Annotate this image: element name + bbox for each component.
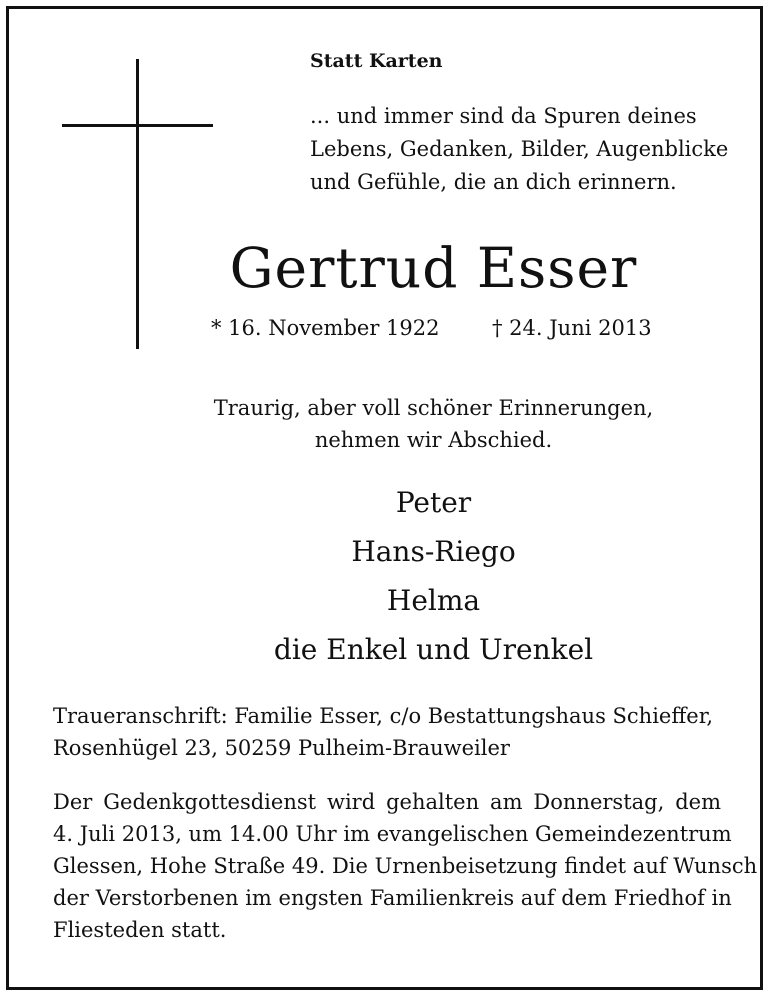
- mourner-name: die Enkel und Urenkel: [273, 633, 594, 666]
- cross-symbol-horizontal: [62, 124, 213, 127]
- service-line: Der Gedenkgottesdienst wird gehalten am Donnerstag, dem: [53, 790, 721, 814]
- mourners-list: [0, 478, 775, 674]
- service-line: Glessen, Hohe Straße 49. Die Urnenbeisetzung findet auf Wunsch: [53, 854, 758, 878]
- farewell-line: nehmen wir Abschied.: [314, 428, 553, 452]
- mourner-name: Helma: [386, 584, 481, 617]
- death-date: † 24. Juni 2013: [492, 316, 652, 340]
- mourning-address: [53, 700, 733, 764]
- farewell-line: Traurig, aber voll schöner Erinnerungen,: [213, 396, 654, 420]
- birth-date: * 16. November 1922: [211, 316, 440, 340]
- service-details: [53, 786, 758, 946]
- deceased-name: Gertrud Esser: [229, 236, 638, 300]
- mourner-name: Peter: [395, 486, 472, 519]
- address-line: Traueranschrift: Familie Esser, c/o Bestattungshaus Schieffer,: [53, 704, 714, 728]
- address-line: Rosenhügel 23, 50259 Pulheim-Brauweiler: [53, 736, 510, 760]
- quote: [310, 100, 750, 199]
- service-line: der Verstorbenen im engsten Familienkreis auf dem Friedhof in: [53, 886, 732, 910]
- farewell-text: [0, 392, 775, 456]
- pre-title: Statt Karten: [310, 50, 443, 72]
- service-line: 4. Juli 2013, um 14.00 Uhr im evangelischen Gemeindezentrum: [53, 822, 732, 846]
- quote-line: und Gefühle, die an dich erinnern.: [310, 170, 677, 194]
- quote-line: Lebens, Gedanken, Bilder, Augenblicke: [310, 137, 729, 161]
- mourner-name: Hans-Riego: [351, 535, 516, 568]
- service-line: Fliesteden statt.: [53, 918, 227, 942]
- quote-line: ... und immer sind da Spuren deines: [310, 104, 697, 128]
